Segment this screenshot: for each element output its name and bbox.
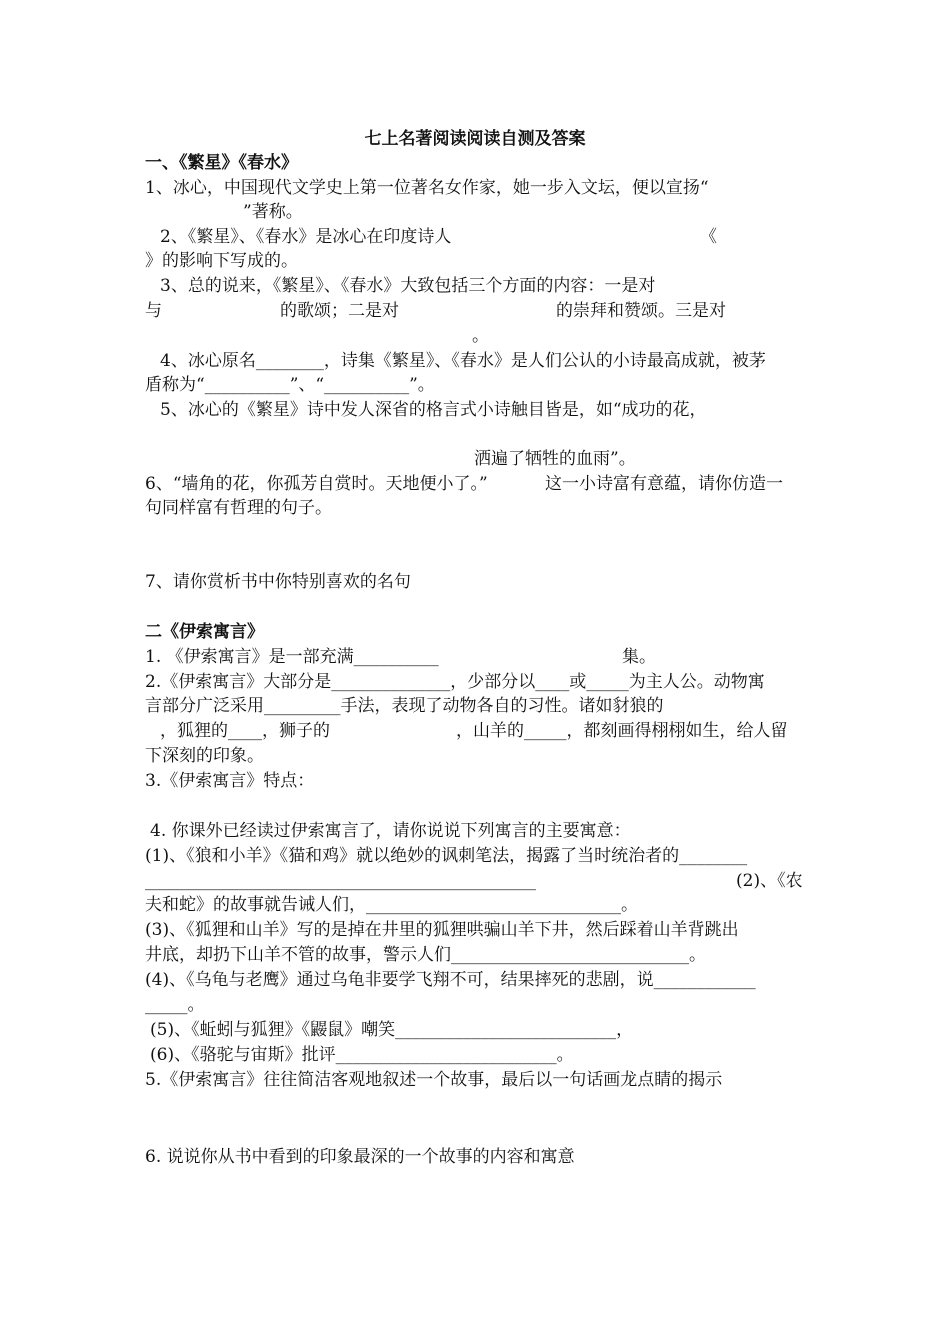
s2-q1: 1. 《伊索寓言》是一部充满__________: [145, 647, 439, 667]
s1-q5-line1: 5、冰心的《繁星》诗中发人深省的格言式小诗触目皆是，如“成功的花，: [160, 400, 707, 420]
s1-q1-line1: 1、冰心，中国现代文学史上第一位著名女作家，她一步入文坛，便以宣扬“: [145, 178, 709, 198]
s2-q4-2-start: (2)、《农: [736, 871, 803, 891]
s2-q4-2-line2: 夫和蛇》的故事就告诫人们，______________________________。: [145, 895, 638, 915]
s2-q4-6: (6)、《骆驼与宙斯》批评__________________________。: [150, 1045, 574, 1065]
s2-q2-line1: 2.《伊索寓言》大部分是______________，少部分以____或_____为主人公。动物寓: [145, 672, 765, 692]
s2-q2-line3b: ，山羊的_____，都刻画得栩栩如生，给人留: [456, 721, 788, 741]
s1-q1-line2: ”著称。: [243, 202, 303, 222]
s1-q2-line1: 2、《繁星》、《春水》是冰心在印度诗人: [160, 227, 452, 247]
s1-q2-bracket: 《: [700, 227, 717, 247]
s1-q6-line1: 6、“墙角的花，你孤芳自赏时。天地便小了。”: [145, 474, 488, 494]
section2-heading: 二《伊索寓言》: [145, 622, 264, 642]
s2-q4: 4. 你课外已经读过伊索寓言了，请你说说下列寓言的主要寓意：: [150, 821, 631, 841]
s1-q5-line2: 洒遍了牺牲的血雨”。: [474, 449, 636, 469]
s2-q4-4-line1: (4)、《乌龟与老鹰》通过乌龟非要学飞翔不可，结果摔死的悲剧，说____________: [145, 970, 756, 990]
s2-q4-3-line1: (3)、《狐狸和山羊》写的是掉在井里的狐狸哄骗山羊下井，然后踩着山羊背跳出: [145, 920, 739, 940]
s1-q6-line2: 句同样富有哲理的句子。: [145, 498, 332, 518]
s1-q3-yu: 与: [145, 301, 162, 321]
s2-q4-4-line2: _____。: [145, 995, 205, 1015]
s1-q3-line1: 3、总的说来，《繁星》、《春水》大致包括三个方面的内容：一是对: [160, 276, 656, 296]
s1-q3-praise: 的歌颂；二是对: [280, 301, 399, 321]
s2-q4-1-line1: (1)、《狼和小羊》《猫和鸡》就以绝妙的讽刺笔法，揭露了当时统治者的________: [145, 846, 748, 866]
s1-q6-line1b: 这一小诗富有意蕴，请你仿造一: [545, 474, 783, 494]
s2-q4-1-line2: ______________________________________________: [145, 871, 536, 891]
s2-q2-line4: 下深刻的印象。: [145, 746, 264, 766]
s2-q2-line3a: ，狐狸的____，狮子的: [160, 721, 330, 741]
s1-q2-line2: 》的影响下写成的。: [145, 251, 298, 271]
s1-q4-line1: 4、冰心原名________，诗集《繁星》、《春水》是人们公认的小诗最高成就，被茅: [160, 351, 766, 371]
page-title: 七上名著阅读阅读自测及答案: [364, 129, 586, 149]
section1-heading: 一、《繁星》《春水》: [145, 153, 298, 173]
s2-q3: 3.《伊索寓言》特点：: [145, 771, 315, 791]
s2-q1-end: 集。: [622, 647, 656, 667]
s2-q4-3-line2: 井底，却扔下山羊不管的故事，警示人们____________________________。: [145, 945, 706, 965]
s2-q5: 5.《伊索寓言》往往简洁客观地叙述一个故事，最后以一句话画龙点睛的揭示: [145, 1070, 723, 1090]
s1-q3-end: 。: [472, 326, 489, 346]
s2-q2-line2: 言部分广泛采用_________手法，表现了动物各自的习性。诸如豺狼的: [145, 696, 664, 716]
s1-q4-line2: 盾称为“__________”、“__________”。: [145, 375, 435, 395]
s1-q7: 7、请你赏析书中你特别喜欢的名句: [145, 572, 411, 592]
s2-q4-5: (5)、《蚯蚓与狐狸》《鼹鼠》嘲笑__________________________，: [150, 1020, 634, 1040]
s1-q3-worship: 的崇拜和赞颂。三是对: [556, 301, 726, 321]
s2-q6: 6. 说说你从书中看到的印象最深的一个故事的内容和寓意: [145, 1147, 575, 1167]
